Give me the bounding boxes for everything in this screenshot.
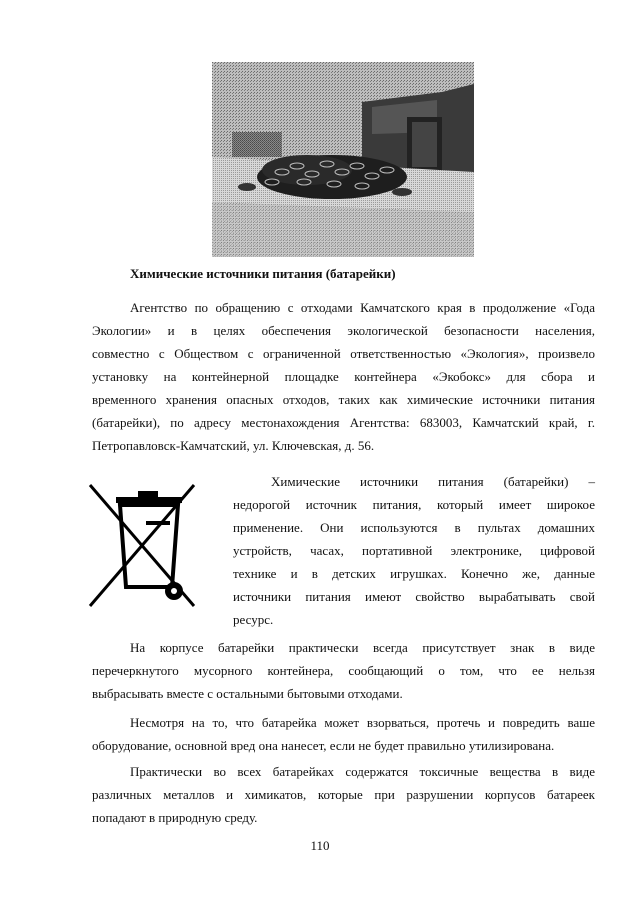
- paragraph-line: устройств, часах, портативной электронике, цифровой: [233, 543, 595, 558]
- paragraph-line: различных металлов и химикатов, которые при разрушении корпусов батареек: [92, 787, 595, 802]
- crossed-out-wheelie-bin-icon: [88, 483, 196, 608]
- paragraph-line: попадают в природную среду.: [92, 810, 258, 825]
- paragraph-line: установку на контейнерной площадке контейнера «Экобокс» для сбора и: [92, 369, 595, 384]
- paragraph-line: оборудование, основной вред она нанесет, если не будет правильно утилизирована.: [92, 738, 555, 753]
- paragraph-line: Агентство по обращению с отходами Камчатского края в продолжение «Года: [130, 300, 595, 315]
- paragraph-line: ресурс.: [233, 612, 274, 627]
- paragraph-line: выбрасывать вместе с остальными бытовыми отходами.: [92, 686, 403, 701]
- paragraph-line: применение. Они используются в пультах домашних: [233, 520, 595, 535]
- paragraph-line: (батарейки), по адресу местонахождения Агентства: 683003, Камчатский край, г.: [92, 415, 595, 430]
- paragraph-toxic: [92, 760, 595, 829]
- paragraph-line: источники питания имеют свойство вырабатывать свой: [233, 589, 595, 604]
- page-number: 110: [310, 838, 330, 853]
- paragraph-harm: [92, 711, 595, 757]
- paragraph-symbol: [92, 636, 595, 705]
- paragraph-line: перечеркнутого мусорного контейнера, сообщающий о том, что ее нельзя: [92, 663, 595, 678]
- paragraph-line: Несмотря на то, что батарейка может взорваться, протечь и повредить ваше: [130, 715, 595, 730]
- paragraph-line: Экологии» и в целях обеспечения экологической безопасности населения,: [92, 323, 595, 338]
- paragraph-line: На корпусе батарейки практически всегда присутствует знак в виде: [130, 640, 595, 655]
- paragraph-line: Петропавловск-Камчатский, ул. Ключевская, д. 56.: [92, 438, 375, 453]
- paragraph-line: недорогой источник питания, который имеет широкое: [233, 497, 595, 512]
- paragraph-batteries: [233, 470, 595, 631]
- tire-dump-photo: [212, 62, 474, 257]
- paragraph-line: Практически во всех батарейках содержатся токсичные вещества в виде: [130, 764, 595, 779]
- paragraph-line: Химические источники питания (батарейки) –: [271, 474, 595, 489]
- paragraph-agency: [92, 296, 595, 457]
- paragraph-line: временного хранения опасных отходов, таких как химические источники питания: [92, 392, 595, 407]
- paragraph-line: технике и в детских игрушках. Конечно же, данные: [233, 566, 595, 581]
- section-heading: Химические источники питания (батарейки): [130, 266, 396, 281]
- paragraph-line: совместно с Обществом с ограниченной ответственностью «Экология», произвело: [92, 346, 595, 361]
